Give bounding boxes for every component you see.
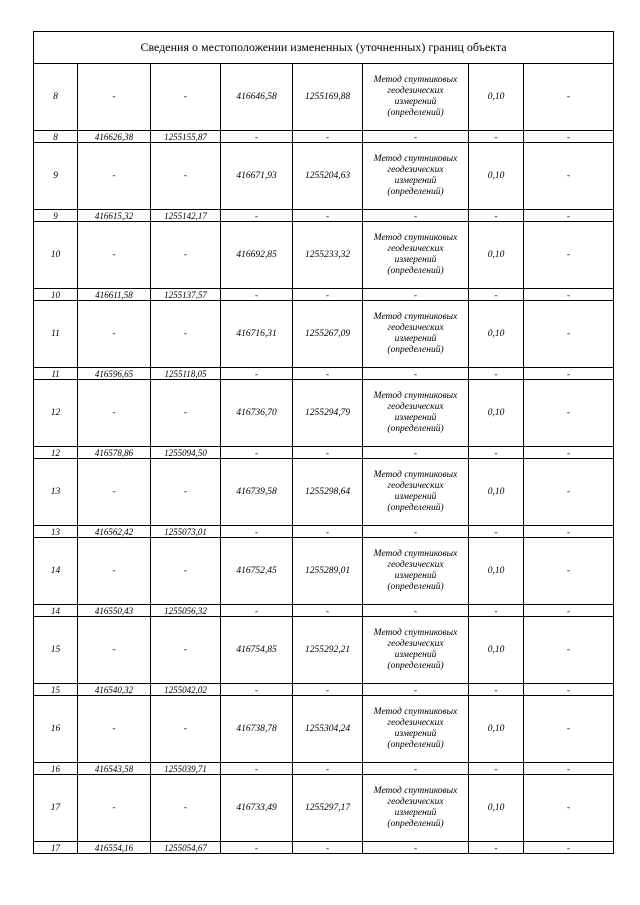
y-old-cell: - xyxy=(151,617,221,684)
y-old-cell: 1255042,02 xyxy=(151,684,221,696)
x-new-cell: - xyxy=(221,289,293,301)
method-line: геодезических xyxy=(387,86,444,96)
point-number-cell: 12 xyxy=(34,447,78,459)
accuracy-cell: - xyxy=(469,447,524,459)
method-line: Метод спутниковых xyxy=(373,154,458,164)
x-old-cell: - xyxy=(78,775,151,842)
accuracy-cell: 0,10 xyxy=(469,775,524,842)
point-number-cell: 9 xyxy=(34,210,78,222)
method-line: геодезических xyxy=(387,639,444,649)
method-line: измерений xyxy=(394,571,437,581)
method-line: (определений) xyxy=(387,503,444,513)
table-row xyxy=(34,301,614,368)
table-row xyxy=(34,447,614,459)
method-line: (определений) xyxy=(387,266,444,276)
method-cell xyxy=(363,775,469,842)
table-row xyxy=(34,143,614,210)
method-line: измерений xyxy=(394,492,437,502)
y-new-cell: - xyxy=(293,210,363,222)
accuracy-cell: - xyxy=(469,684,524,696)
method-line: геодезических xyxy=(387,402,444,412)
table-row xyxy=(34,617,614,684)
y-old-cell: 1255094,50 xyxy=(151,447,221,459)
table-row xyxy=(34,131,614,143)
table-row xyxy=(34,538,614,605)
x-old-cell: - xyxy=(78,617,151,684)
y-new-cell: 1255298,64 xyxy=(293,459,363,526)
accuracy-cell: 0,10 xyxy=(469,64,524,131)
x-old-cell: 416596,65 xyxy=(78,368,151,380)
y-old-cell: - xyxy=(151,222,221,289)
point-number-cell: 14 xyxy=(34,538,78,605)
table-row xyxy=(34,526,614,538)
method-line: Метод спутниковых xyxy=(373,470,458,480)
method-cell: - xyxy=(363,131,469,143)
description-cell: - xyxy=(524,222,614,289)
table-row xyxy=(34,763,614,775)
description-cell: - xyxy=(524,842,614,854)
description-cell: - xyxy=(524,380,614,447)
table-row xyxy=(34,222,614,289)
description-cell: - xyxy=(524,684,614,696)
y-new-cell: 1255267,09 xyxy=(293,301,363,368)
y-new-cell: - xyxy=(293,526,363,538)
accuracy-cell: - xyxy=(469,763,524,775)
point-number-cell: 17 xyxy=(34,775,78,842)
method-line: Метод спутниковых xyxy=(373,75,458,85)
method-line: (определений) xyxy=(387,345,444,355)
x-old-cell: 416540,32 xyxy=(78,684,151,696)
accuracy-cell: - xyxy=(469,605,524,617)
table-row xyxy=(34,605,614,617)
method-cell xyxy=(363,64,469,131)
method-line: (определений) xyxy=(387,661,444,671)
description-cell: - xyxy=(524,289,614,301)
accuracy-cell: - xyxy=(469,368,524,380)
method-line: Метод спутниковых xyxy=(373,707,458,717)
accuracy-cell: 0,10 xyxy=(469,380,524,447)
accuracy-cell: - xyxy=(469,210,524,222)
table-row xyxy=(34,64,614,131)
y-new-cell: 1255233,32 xyxy=(293,222,363,289)
description-cell: - xyxy=(524,143,614,210)
method-cell: - xyxy=(363,763,469,775)
x-old-cell: - xyxy=(78,538,151,605)
x-new-cell: - xyxy=(221,447,293,459)
x-new-cell: - xyxy=(221,131,293,143)
table-row xyxy=(34,210,614,222)
x-new-cell: - xyxy=(221,842,293,854)
x-old-cell: 416562,42 xyxy=(78,526,151,538)
y-new-cell: - xyxy=(293,368,363,380)
table-row xyxy=(34,842,614,854)
method-cell: - xyxy=(363,605,469,617)
document-page xyxy=(33,31,613,854)
table-row xyxy=(34,775,614,842)
description-cell: - xyxy=(524,368,614,380)
point-number-cell: 13 xyxy=(34,459,78,526)
y-old-cell: 1255054,67 xyxy=(151,842,221,854)
method-line: (определений) xyxy=(387,740,444,750)
y-old-cell: - xyxy=(151,380,221,447)
y-new-cell: - xyxy=(293,842,363,854)
description-cell: - xyxy=(524,447,614,459)
x-new-cell: 416646,58 xyxy=(221,64,293,131)
method-line: (определений) xyxy=(387,819,444,829)
method-line: Метод спутниковых xyxy=(373,628,458,638)
x-old-cell: - xyxy=(78,143,151,210)
table-title-row xyxy=(34,32,614,64)
y-old-cell: - xyxy=(151,538,221,605)
table-row xyxy=(34,289,614,301)
method-line: геодезических xyxy=(387,718,444,728)
point-number-cell: 12 xyxy=(34,380,78,447)
point-number-cell: 17 xyxy=(34,842,78,854)
accuracy-cell: 0,10 xyxy=(469,459,524,526)
x-old-cell: 416554,16 xyxy=(78,842,151,854)
x-new-cell: - xyxy=(221,684,293,696)
y-old-cell: 1255155,87 xyxy=(151,131,221,143)
method-line: геодезических xyxy=(387,797,444,807)
y-old-cell: - xyxy=(151,64,221,131)
x-old-cell: - xyxy=(78,380,151,447)
description-cell: - xyxy=(524,301,614,368)
description-cell: - xyxy=(524,763,614,775)
y-old-cell: 1255073,01 xyxy=(151,526,221,538)
method-cell: - xyxy=(363,842,469,854)
method-line: измерений xyxy=(394,97,437,107)
x-new-cell: 416716,31 xyxy=(221,301,293,368)
y-old-cell: - xyxy=(151,301,221,368)
method-line: измерений xyxy=(394,808,437,818)
description-cell: - xyxy=(524,775,614,842)
method-line: измерений xyxy=(394,255,437,265)
x-old-cell: - xyxy=(78,222,151,289)
y-new-cell: - xyxy=(293,684,363,696)
y-old-cell: - xyxy=(151,775,221,842)
accuracy-cell: 0,10 xyxy=(469,617,524,684)
y-new-cell: - xyxy=(293,763,363,775)
method-line: Метод спутниковых xyxy=(373,549,458,559)
method-line: геодезических xyxy=(387,244,444,254)
point-number-cell: 16 xyxy=(34,696,78,763)
x-new-cell: 416671,93 xyxy=(221,143,293,210)
y-new-cell: - xyxy=(293,131,363,143)
method-line: геодезических xyxy=(387,165,444,175)
method-cell xyxy=(363,538,469,605)
method-line: Метод спутниковых xyxy=(373,786,458,796)
y-old-cell: 1255056,32 xyxy=(151,605,221,617)
point-number-cell: 8 xyxy=(34,64,78,131)
method-line: Метод спутниковых xyxy=(373,312,458,322)
method-cell xyxy=(363,143,469,210)
y-old-cell: 1255137,57 xyxy=(151,289,221,301)
method-line: (определений) xyxy=(387,424,444,434)
method-line: измерений xyxy=(394,334,437,344)
y-old-cell: 1255118,05 xyxy=(151,368,221,380)
method-cell xyxy=(363,222,469,289)
y-new-cell: 1255294,79 xyxy=(293,380,363,447)
x-old-cell: 416578,86 xyxy=(78,447,151,459)
x-old-cell: - xyxy=(78,301,151,368)
x-new-cell: 416736,70 xyxy=(221,380,293,447)
y-new-cell: 1255292,21 xyxy=(293,617,363,684)
point-number-cell: 8 xyxy=(34,131,78,143)
x-old-cell: - xyxy=(78,459,151,526)
method-cell xyxy=(363,301,469,368)
method-line: измерений xyxy=(394,413,437,423)
y-new-cell: 1255204,63 xyxy=(293,143,363,210)
point-number-cell: 16 xyxy=(34,763,78,775)
description-cell: - xyxy=(524,538,614,605)
table-body xyxy=(34,32,614,854)
method-cell: - xyxy=(363,210,469,222)
method-line: (определений) xyxy=(387,582,444,592)
table-row xyxy=(34,368,614,380)
boundary-table xyxy=(33,31,614,854)
x-new-cell: - xyxy=(221,210,293,222)
x-old-cell: - xyxy=(78,696,151,763)
x-old-cell: 416543,58 xyxy=(78,763,151,775)
x-old-cell: - xyxy=(78,64,151,131)
method-line: (определений) xyxy=(387,108,444,118)
point-number-cell: 10 xyxy=(34,222,78,289)
x-new-cell: 416692,85 xyxy=(221,222,293,289)
description-cell: - xyxy=(524,526,614,538)
y-new-cell: - xyxy=(293,447,363,459)
y-old-cell: 1255142,17 xyxy=(151,210,221,222)
table-row xyxy=(34,459,614,526)
y-old-cell: - xyxy=(151,459,221,526)
point-number-cell: 15 xyxy=(34,617,78,684)
x-new-cell: 416738,78 xyxy=(221,696,293,763)
method-line: Метод спутниковых xyxy=(373,391,458,401)
method-cell: - xyxy=(363,526,469,538)
x-new-cell: - xyxy=(221,368,293,380)
point-number-cell: 13 xyxy=(34,526,78,538)
method-line: измерений xyxy=(394,176,437,186)
x-new-cell: 416754,85 xyxy=(221,617,293,684)
y-old-cell: - xyxy=(151,143,221,210)
x-new-cell: - xyxy=(221,526,293,538)
y-new-cell: 1255297,17 xyxy=(293,775,363,842)
description-cell: - xyxy=(524,617,614,684)
x-new-cell: - xyxy=(221,763,293,775)
description-cell: - xyxy=(524,131,614,143)
x-new-cell: - xyxy=(221,605,293,617)
accuracy-cell: - xyxy=(469,131,524,143)
description-cell: - xyxy=(524,605,614,617)
method-cell xyxy=(363,459,469,526)
x-old-cell: 416550,43 xyxy=(78,605,151,617)
table-row xyxy=(34,380,614,447)
method-line: геодезических xyxy=(387,323,444,333)
method-line: измерений xyxy=(394,729,437,739)
accuracy-cell: 0,10 xyxy=(469,222,524,289)
method-line: геодезических xyxy=(387,560,444,570)
accuracy-cell: - xyxy=(469,842,524,854)
y-new-cell: - xyxy=(293,289,363,301)
description-cell: - xyxy=(524,210,614,222)
y-new-cell: 1255304,24 xyxy=(293,696,363,763)
accuracy-cell: - xyxy=(469,526,524,538)
method-cell: - xyxy=(363,368,469,380)
point-number-cell: 11 xyxy=(34,301,78,368)
y-new-cell: 1255169,88 xyxy=(293,64,363,131)
accuracy-cell: 0,10 xyxy=(469,143,524,210)
point-number-cell: 10 xyxy=(34,289,78,301)
method-line: (определений) xyxy=(387,187,444,197)
method-line: Метод спутниковых xyxy=(373,233,458,243)
point-number-cell: 9 xyxy=(34,143,78,210)
accuracy-cell: - xyxy=(469,289,524,301)
y-old-cell: - xyxy=(151,696,221,763)
accuracy-cell: 0,10 xyxy=(469,538,524,605)
method-cell xyxy=(363,617,469,684)
x-old-cell: 416626,38 xyxy=(78,131,151,143)
x-old-cell: 416611,58 xyxy=(78,289,151,301)
method-cell xyxy=(363,696,469,763)
method-cell: - xyxy=(363,447,469,459)
method-cell: - xyxy=(363,289,469,301)
method-cell: - xyxy=(363,684,469,696)
table-row xyxy=(34,696,614,763)
accuracy-cell: 0,10 xyxy=(469,301,524,368)
method-line: измерений xyxy=(394,650,437,660)
description-cell: - xyxy=(524,696,614,763)
x-new-cell: 416733,49 xyxy=(221,775,293,842)
method-line: геодезических xyxy=(387,481,444,491)
y-new-cell: - xyxy=(293,605,363,617)
point-number-cell: 11 xyxy=(34,368,78,380)
description-cell: - xyxy=(524,64,614,131)
description-cell: - xyxy=(524,459,614,526)
point-number-cell: 15 xyxy=(34,684,78,696)
method-cell xyxy=(363,380,469,447)
point-number-cell: 14 xyxy=(34,605,78,617)
y-old-cell: 1255039,71 xyxy=(151,763,221,775)
x-new-cell: 416752,45 xyxy=(221,538,293,605)
table-title: Сведения о местоположении измененных (уточненных) границ объекта xyxy=(34,32,614,64)
y-new-cell: 1255289,01 xyxy=(293,538,363,605)
x-old-cell: 416615,32 xyxy=(78,210,151,222)
x-new-cell: 416739,58 xyxy=(221,459,293,526)
table-row xyxy=(34,684,614,696)
accuracy-cell: 0,10 xyxy=(469,696,524,763)
